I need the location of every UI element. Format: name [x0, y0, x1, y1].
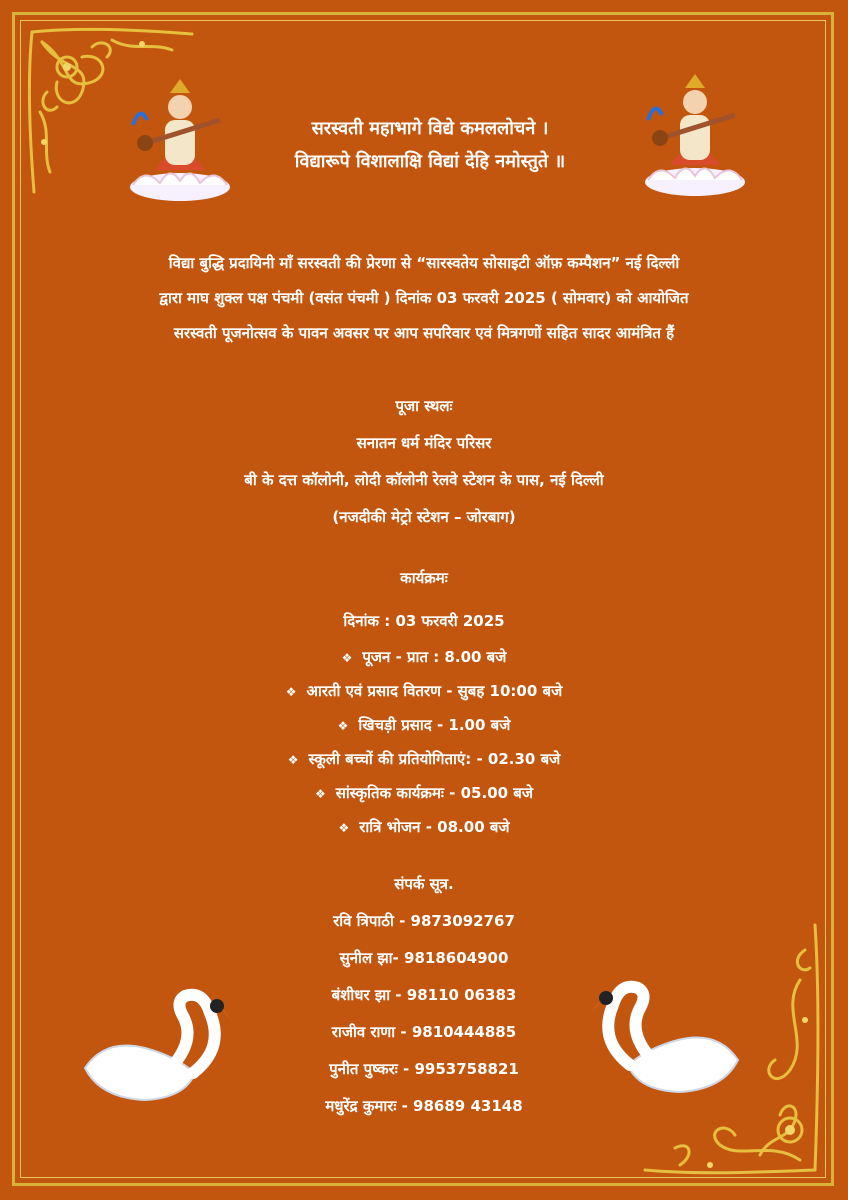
venue-name: सनातन धर्म मंदिर परिसर [356, 434, 492, 452]
venue-nearby: (नजदीकी मेट्रो स्टेशन – जोरबाग) [332, 508, 516, 526]
contact-item: मधुरेंद्र कुमारः - 98689 43148 [325, 1097, 523, 1115]
saraswati-right-icon [640, 70, 750, 200]
diamond-bullet-icon: ❖ [285, 685, 297, 699]
venue-block [124, 388, 724, 536]
program-item: ❖ स्कूली बच्चों की प्रतियोगिताएं: - 02.30 बजे [287, 750, 561, 768]
diamond-bullet-icon: ❖ [337, 719, 349, 733]
invitation-text [60, 246, 788, 351]
contact-item: रवि त्रिपाठी - 9873092767 [333, 912, 515, 930]
program-heading: कार्यक्रमः [400, 569, 448, 587]
program-item: ❖ आरती एवं प्रसाद वितरण - सुबह 10:00 बजे [285, 682, 563, 700]
contacts-block [124, 866, 724, 1125]
contacts-heading: संपर्क सूत्र. [394, 875, 454, 893]
contact-item: सुनील झा- 9818604900 [339, 949, 509, 967]
program-list [124, 640, 724, 844]
program-item: ❖ पूजन - प्रात : 8.00 बजे [341, 648, 507, 666]
program-block [124, 560, 724, 844]
saraswati-left-icon [125, 75, 235, 205]
invitation-line-1: विद्या बुद्धि प्रदायिनी माँ सरस्वती की प्रेरणा से “सारस्वतेय सोसाइटी ऑफ़ कम्पैशन” नई दिल्ली [168, 254, 680, 272]
contact-item: राजीव राणा - 9810444885 [331, 1023, 517, 1041]
invitation-line-3: सरस्वती पूजनोत्सव के पावन अवसर पर आप सपरिवार एवं मित्रगणों सहित सादर आमंत्रित हैं [173, 324, 675, 342]
invitation-line-2: द्वारा माघ शुक्ल पक्ष पंचमी (वसंत पंचमी ) दिनांक 03 फरवरी 2025 ( सोमवार) को आयोजित [159, 289, 689, 307]
diamond-bullet-icon: ❖ [315, 787, 326, 801]
shloka-block [240, 112, 620, 178]
shloka-line-1: सरस्वती महाभागे विद्ये कमललोचने । [311, 118, 549, 139]
program-item: ❖ खिचड़ी प्रसाद - 1.00 बजे [337, 716, 511, 734]
shloka-line-2: विद्यारूपे विशालाक्षि विद्यां देहि नमोस्तुते ॥ [294, 151, 566, 172]
contact-item: बंशीधर झा - 98110 06383 [331, 986, 517, 1004]
program-date: दिनांक : 03 फरवरी 2025 [343, 612, 505, 630]
diamond-bullet-icon: ❖ [287, 753, 299, 767]
program-item: ❖ रात्रि भोजन - 08.00 बजे [338, 818, 510, 836]
diamond-bullet-icon: ❖ [341, 651, 353, 665]
diamond-bullet-icon: ❖ [338, 821, 350, 835]
venue-heading: पूजा स्थलः [395, 397, 453, 415]
contact-item: पुनीत पुष्करः - 9953758821 [329, 1060, 519, 1078]
venue-address: बी के दत्त कॉलोनी, लोदी कॉलोनी रेलवे स्टेशन के पास, नई दिल्ली [244, 471, 604, 489]
program-item: ❖ सांस्कृतिक कार्यक्रमः - 05.00 बजे [315, 784, 533, 802]
